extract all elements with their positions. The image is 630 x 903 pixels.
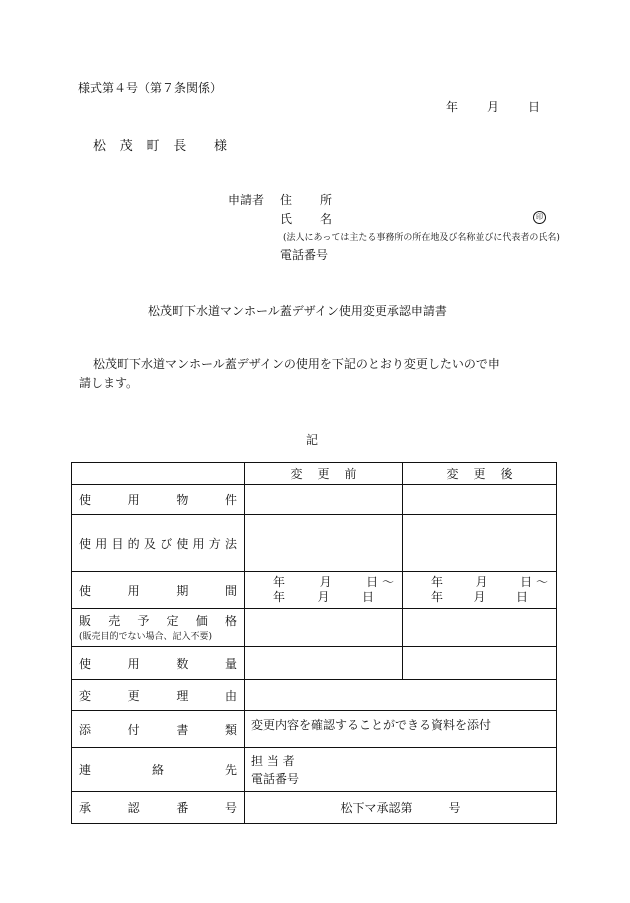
period-char: 月 (319, 575, 332, 589)
approval-number[interactable]: 松下マ承認第 号 (245, 792, 557, 824)
label-char: 使 (79, 493, 92, 507)
period-char: 月 (475, 575, 488, 589)
price-before-cell[interactable] (245, 609, 403, 647)
table-row (72, 748, 557, 792)
period-after-start (431, 575, 548, 590)
date-line (446, 98, 540, 115)
attachments-value[interactable]: 変更内容を確認することができる資料を添付 (245, 711, 557, 748)
header-char: 後 (500, 467, 513, 481)
period-char: 年 (273, 575, 286, 589)
label-char: 変 (79, 688, 92, 703)
label-char: 用 (95, 536, 108, 551)
label-char: 使 (79, 536, 92, 551)
price-note: (販売目的でない場合、記入不要) (79, 632, 213, 642)
body-line-1: 松茂町下水道マンホール蓋デザインの使用を下記のとおり変更したいので申 (93, 357, 500, 371)
purpose-label (72, 515, 245, 572)
name-label (280, 210, 332, 227)
period-char: 日 〜 (520, 575, 548, 589)
contact-label (72, 748, 245, 792)
label-char: 理 (176, 688, 189, 703)
address-char: 所 (319, 193, 332, 207)
label-char: 格 (224, 614, 237, 628)
header-char: 更 (473, 467, 486, 481)
year-char: 年 (446, 100, 459, 114)
applicant-label: 申請者 (228, 193, 265, 207)
contact-phone-label: 電話番号 (251, 771, 300, 786)
addressee (93, 135, 227, 154)
label-char: 売 (108, 614, 121, 628)
label-char: 使 (79, 583, 92, 598)
period-before-cell[interactable] (245, 572, 403, 609)
period-char: 年 (273, 590, 286, 604)
attachments-label (72, 711, 245, 748)
day-char: 日 (527, 100, 540, 114)
label-char: 連 (79, 763, 92, 777)
addressee-honorific: 様 (213, 139, 227, 154)
label-char: 用 (127, 583, 140, 598)
period-char: 年 (431, 575, 444, 589)
addressee-char: 松 (93, 139, 107, 154)
contact-value-cell[interactable] (245, 748, 557, 792)
label-char: 間 (224, 583, 237, 598)
name-char: 氏 (280, 212, 293, 226)
label-char: 物 (176, 493, 189, 507)
label-char: び (160, 536, 173, 551)
label-char: 目 (111, 536, 124, 551)
label-char: 量 (224, 656, 237, 671)
form-number: 様式第４号（第７条関係） (78, 81, 223, 95)
label-char: 更 (127, 688, 140, 703)
period-char: 日 (361, 590, 374, 604)
table-row (72, 485, 557, 515)
label-char: 添 (79, 722, 92, 737)
table-row (72, 711, 557, 748)
body-line-2: 請します。 (79, 376, 139, 390)
label-char: 絡 (151, 763, 164, 777)
address-label (280, 191, 332, 208)
ki-marker: 記 (306, 433, 319, 447)
label-char: 由 (224, 688, 237, 703)
label-char: 承 (79, 801, 92, 815)
period-label (72, 572, 245, 609)
table-row (72, 680, 557, 711)
quantity-before-cell[interactable] (245, 647, 403, 680)
corporation-note: (法人にあっては主たる事務所の所在地及び名称並びに代表者の氏名) (283, 233, 560, 243)
label-char: 先 (224, 763, 237, 777)
header-char: 前 (344, 467, 357, 481)
reason-value-cell[interactable] (245, 680, 557, 711)
label-char: 販 (79, 614, 92, 628)
label-char: 号 (224, 801, 237, 815)
period-char: 月 (317, 590, 330, 604)
label-char: 用 (127, 656, 140, 671)
period-after-cell[interactable] (403, 572, 557, 609)
label-char: 類 (224, 722, 237, 737)
before-header (245, 463, 403, 485)
month-char: 月 (486, 100, 499, 114)
addressee-char: 長 (173, 139, 187, 154)
header-char: 更 (317, 467, 330, 481)
period-char: 日 (515, 590, 528, 604)
price-after-cell[interactable] (403, 609, 557, 647)
address-char: 住 (280, 193, 293, 207)
quantity-label (72, 647, 245, 680)
table-row (72, 792, 557, 824)
period-char: 月 (473, 590, 486, 604)
item-before-cell[interactable] (245, 485, 403, 515)
label-char: 用 (127, 493, 140, 507)
period-after-end (431, 590, 548, 605)
label-char: 認 (127, 801, 140, 815)
reason-label (72, 680, 245, 711)
item-label (72, 485, 245, 515)
change-form-table (71, 462, 557, 824)
label-char: 方 (208, 536, 221, 551)
approval-label (72, 792, 245, 824)
period-char: 年 (431, 590, 444, 604)
label-char: 付 (127, 722, 140, 737)
table-row (72, 647, 557, 680)
quantity-after-cell[interactable] (403, 647, 557, 680)
label-char: 書 (176, 722, 189, 737)
header-blank-cell (72, 463, 245, 485)
addressee-char: 茂 (119, 139, 133, 154)
label-char: 定 (166, 614, 179, 628)
contact-person-label: 担 当 者 (251, 753, 295, 768)
label-char: 期 (176, 583, 189, 598)
label-char: 使 (176, 536, 189, 551)
label-char: 用 (192, 536, 205, 551)
addressee-char: 町 (146, 139, 160, 154)
purpose-before-cell[interactable] (245, 515, 403, 572)
item-after-cell[interactable] (403, 485, 557, 515)
price-label (72, 609, 245, 647)
label-char: 数 (176, 656, 189, 671)
header-char: 変 (446, 467, 459, 481)
label-char: 法 (224, 536, 237, 551)
seal-mark: 印 (533, 211, 546, 224)
period-before-end (273, 590, 394, 605)
purpose-after-cell[interactable] (403, 515, 557, 572)
table-header-row (72, 463, 557, 485)
name-char: 名 (319, 212, 332, 226)
table-row (72, 572, 557, 609)
label-char: 使 (79, 656, 92, 671)
period-before-start (273, 575, 394, 590)
document-title: 松茂町下水道マンホール蓋デザイン使用変更承認申請書 (148, 304, 447, 318)
period-char: 日 〜 (366, 575, 394, 589)
header-char: 変 (290, 467, 303, 481)
label-char: 価 (195, 614, 208, 628)
label-char: 的 (127, 536, 140, 551)
phone-label: 電話番号 (280, 248, 329, 262)
after-header (403, 463, 557, 485)
label-char: 件 (224, 493, 237, 507)
label-char: 及 (143, 536, 156, 551)
label-char: 番 (176, 801, 189, 815)
table-row (72, 609, 557, 647)
table-row (72, 515, 557, 572)
label-char: 予 (137, 614, 150, 628)
